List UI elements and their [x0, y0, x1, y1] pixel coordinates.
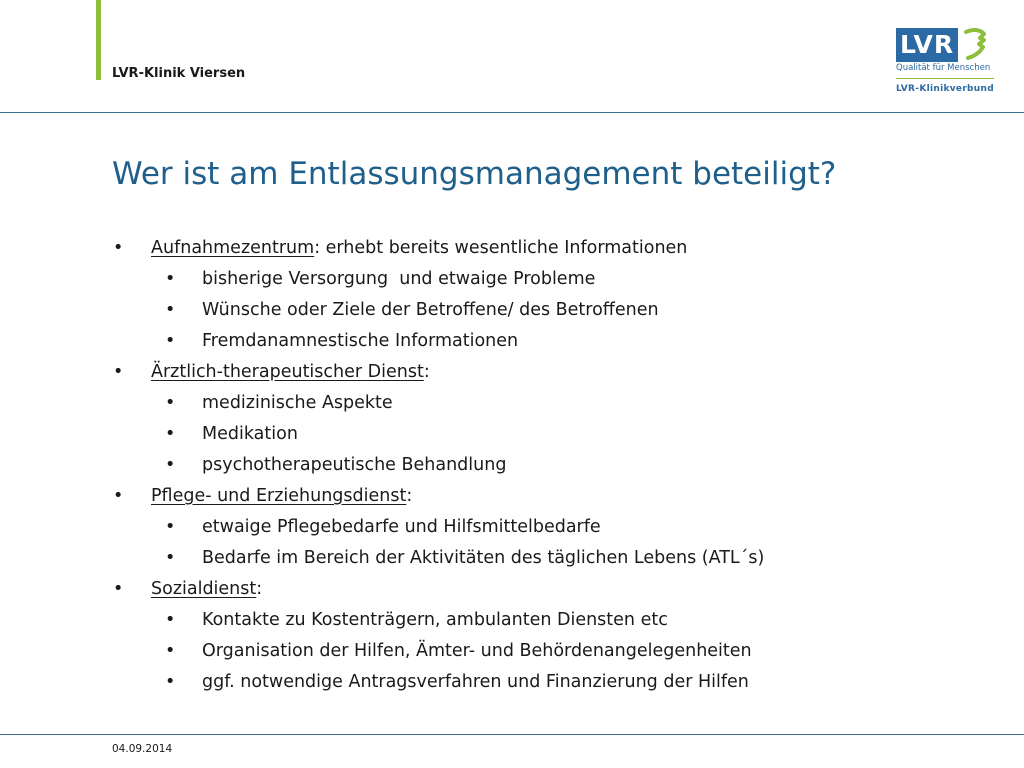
bullet-marker: •	[113, 362, 124, 382]
sub-bullet-item	[112, 667, 1002, 698]
bullet-marker: •	[165, 672, 176, 692]
bullet-marker: •	[165, 455, 176, 475]
sub-bullet-item	[112, 543, 1002, 574]
sub-bullet-item	[112, 605, 1002, 636]
logo-divider	[896, 78, 994, 79]
sub-bullet-item	[112, 636, 1002, 667]
bullet-marker: •	[165, 393, 176, 413]
bullet-text: : erhebt bereits wesentliche Informationen	[314, 238, 688, 258]
bullet-heading: Ärztlich-therapeutischer Dienst	[151, 362, 424, 382]
bullet-item	[112, 574, 1002, 605]
sub-bullet-text: Organisation der Hilfen, Ämter- und Behördenangelegenheiten	[202, 641, 752, 661]
bullet-heading: Sozialdienst	[151, 579, 257, 599]
bullet-marker: •	[165, 641, 176, 661]
slide-title: Wer ist am Entlassungsmanagement beteiligt?	[112, 156, 837, 192]
logo-wordmark: LVR	[896, 28, 958, 62]
sub-bullet-item	[112, 512, 1002, 543]
bullet-marker: •	[165, 548, 176, 568]
header-divider	[0, 112, 1024, 113]
sub-bullet-text: Wünsche oder Ziele der Betroffene/ des Betroffenen	[202, 300, 659, 320]
organization-name: LVR-Klinik Viersen	[112, 66, 246, 81]
bullet-heading: Pflege- und Erziehungsdienst	[151, 486, 407, 506]
bullet-marker: •	[165, 517, 176, 537]
sub-bullet-text: Medikation	[202, 424, 298, 444]
bullet-text: :	[423, 362, 430, 382]
bullet-text: :	[406, 486, 413, 506]
bullet-list	[112, 233, 1002, 698]
bullet-item	[112, 357, 1002, 388]
logo-network-name: LVR-Klinikverbund	[896, 84, 994, 94]
sub-bullet-item	[112, 326, 1002, 357]
bullet-marker: •	[113, 579, 124, 599]
bullet-marker: •	[165, 424, 176, 444]
logo-face-icon	[962, 28, 990, 62]
sub-bullet-text: Kontakte zu Kostenträgern, ambulanten Diensten etc	[202, 610, 668, 630]
footer-divider	[0, 734, 1024, 735]
sub-bullet-item	[112, 419, 1002, 450]
bullet-item	[112, 481, 1002, 512]
header-accent-bar	[96, 0, 101, 80]
sub-bullet-item	[112, 295, 1002, 326]
bullet-marker: •	[165, 269, 176, 289]
bullet-heading: Aufnahmezentrum	[151, 238, 315, 258]
sub-bullet-text: Bedarfe im Bereich der Aktivitäten des täglichen Lebens (ATL´s)	[202, 548, 765, 568]
sub-bullet-text: Fremdanamnestische Informationen	[202, 331, 519, 351]
sub-bullet-text: etwaige Pflegebedarfe und Hilfsmittelbedarfe	[202, 517, 601, 537]
bullet-marker: •	[165, 610, 176, 630]
logo-subtitle: Qualität für Menschen	[896, 63, 991, 73]
sub-bullet-item	[112, 388, 1002, 419]
bullet-marker: •	[113, 486, 124, 506]
footer-date: 04.09.2014	[112, 743, 173, 755]
lvr-logo	[896, 28, 996, 100]
logo-mark	[896, 28, 990, 62]
sub-bullet-text: psychotherapeutische Behandlung	[202, 455, 507, 475]
bullet-marker: •	[165, 331, 176, 351]
bullet-marker: •	[165, 300, 176, 320]
sub-bullet-text: ggf. notwendige Antragsverfahren und Finanzierung der Hilfen	[202, 672, 749, 692]
bullet-item	[112, 233, 1002, 264]
bullet-text: :	[256, 579, 263, 599]
sub-bullet-text: bisherige Versorgung und etwaige Probleme	[202, 269, 596, 289]
bullet-marker: •	[113, 238, 124, 258]
sub-bullet-item	[112, 450, 1002, 481]
sub-bullet-text: medizinische Aspekte	[202, 393, 393, 413]
sub-bullet-item	[112, 264, 1002, 295]
